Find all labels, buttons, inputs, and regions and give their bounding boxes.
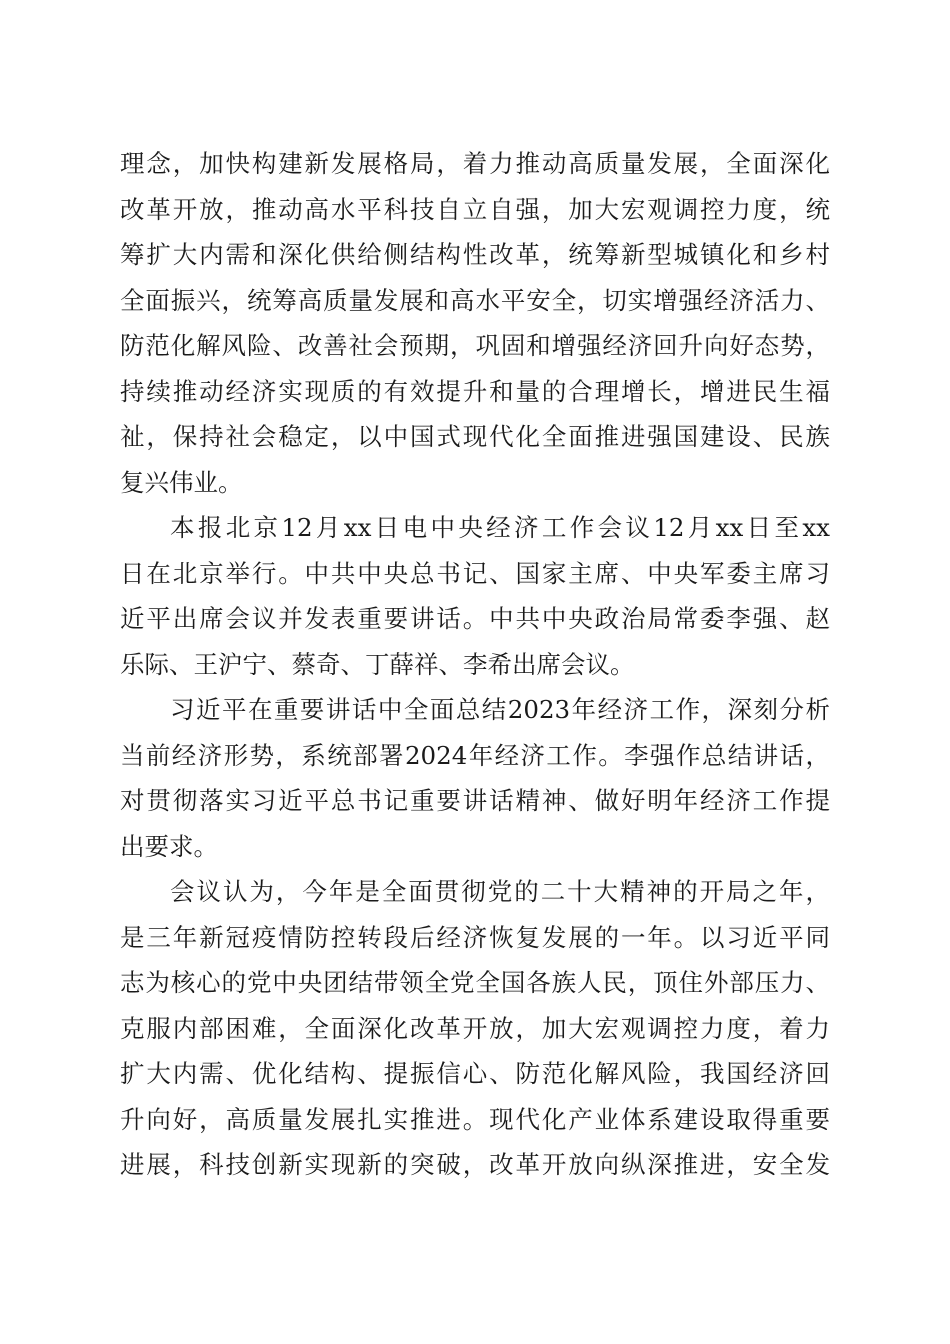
text-line: 扩大内需、优化结构、提振信心、防范化解风险，我国经济回 [120,1059,830,1088]
text-line: 会议认为，今年是全面贯彻党的二十大精神的开局之年， [170,877,830,906]
text-line: 当前经济形势，系统部署2024年经济工作。李强作总结讲话， [120,740,830,770]
text-line: 克服内部困难，全面深化改革开放，加大宏观调控力度，着力 [120,1013,830,1043]
text-line: 志为核心的党中央团结带领全党全国各族人民，顶住外部压力、 [120,968,830,997]
text-line: 筹扩大内需和深化供给侧结构性改革，统筹新型城镇化和乡村 [120,240,830,269]
document-body [120,141,830,1188]
text-line: 本报北京12月xx日电中央经济工作会议12月xx日至xx [170,513,830,542]
text-line: 全面振兴，统筹高质量发展和高水平安全，切实增强经济活力、 [120,285,830,315]
text-line: 近平出席会议并发表重要讲话。中共中央政治局常委李强、赵 [120,604,830,633]
text-line: 改革开放，推动高水平科技自立自强，加大宏观调控力度，统 [120,194,830,224]
text-line: 是三年新冠疫情防控转段后经济恢复发展的一年。以习近平同 [120,922,830,952]
text-line: 出要求。 [120,831,218,861]
text-line: 祉，保持社会稳定，以中国式现代化全面推进强国建设、民族 [120,422,830,451]
text-line: 进展，科技创新实现新的突破，改革开放向纵深推进，安全发 [120,1150,830,1179]
text-line: 持续推动经济实现质的有效提升和量的合理增长，增进民生福 [120,376,830,406]
text-line: 理念，加快构建新发展格局，着力推动高质量发展，全面深化 [120,149,830,178]
text-line: 习近平在重要讲话中全面总结2023年经济工作，深刻分析 [170,695,830,724]
text-line: 对贯彻落实习近平总书记重要讲话精神、做好明年经济工作提 [120,786,830,815]
text-line: 乐际、王沪宁、蔡奇、丁薛祥、李希出席会议。 [120,649,635,679]
text-line: 升向好，高质量发展扎实推进。现代化产业体系建设取得重要 [120,1104,830,1134]
text-line: 日在北京举行。中共中央总书记、国家主席、中央军委主席习 [120,558,830,588]
text-line: 复兴伟业。 [120,467,243,497]
text-line: 防范化解风险、改善社会预期，巩固和增强经济回升向好态势， [120,331,830,360]
